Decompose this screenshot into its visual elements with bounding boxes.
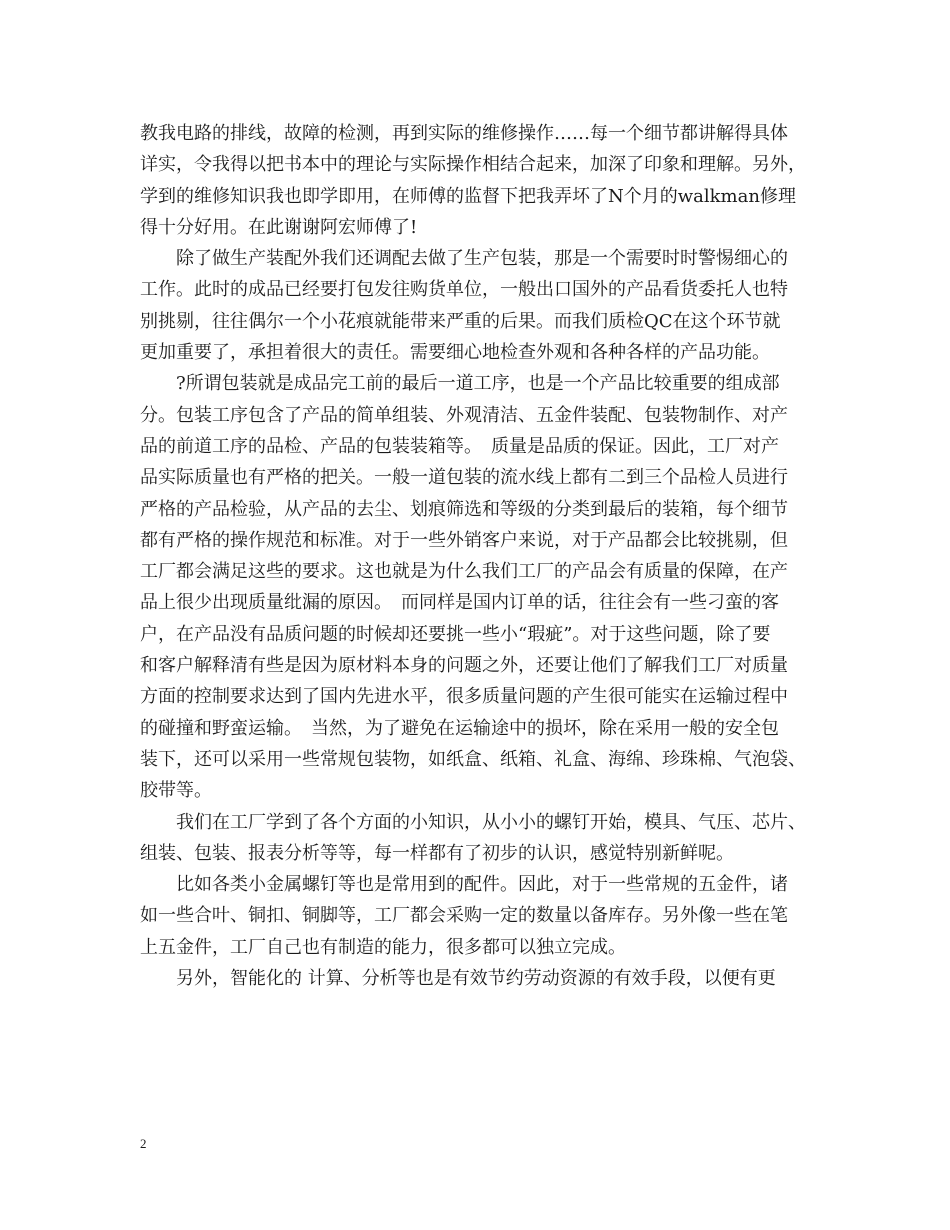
text-line: 另外，智能化的 计算、分析等也是有效节约劳动资源的有效手段，以便有更 (140, 968, 776, 990)
text-line: 方面的控制要求达到了国内先进水平，很多质量问题的产生很可能实在运输过程中 (140, 686, 788, 708)
text-line: 比如各类小金属螺钉等也是常用到的配件。因此，对于一些常规的五金件，诸 (140, 874, 788, 896)
text-line: 分。包装工序包含了产品的简单组装、外观清洁、五金件装配、包装物制作、对产 (140, 404, 788, 426)
text-line: 教我电路的排线，故障的检测，再到实际的维修操作……每一个细节都讲解得具体 (140, 123, 788, 144)
text-line: 如一些合叶、铜扣、铜脚等，工厂都会采购一定的数量以备库存。另外像一些在笔 (140, 905, 788, 927)
text-line: 品的前道工序的品检、产品的包装装箱等。 质量是品质的保证。因此，工厂对产 (140, 435, 779, 457)
text-line: 品实际质量也有严格的把关。一般一道包装的流水线上都有二到三个品检人员进行 (140, 467, 788, 489)
text-line: 工作。此时的成品已经要打包发往购货单位，一般出口国外的产品看货委托人也特 (140, 279, 788, 301)
text-line: 得十分好用。在此谢谢阿宏师傅了! (140, 216, 418, 238)
text-line: 学到的维修知识我也即学即用，在师傅的监督下把我弄坏了N个月的walkman修理 (140, 185, 796, 207)
text-line: 组装、包装、报表分析等等，每一样都有了初步的认识，感觉特别新鲜呢。 (140, 842, 734, 864)
text-line: 严格的产品检验，从产品的去尘、划痕筛选和等级的分类到最后的装箱，每个细节 (140, 498, 788, 520)
page-number: 2 (140, 1136, 147, 1151)
text-line: 除了做生产装配外我们还调配去做了生产包装，那是一个需要时时警惕细心的 (140, 248, 788, 270)
text-line: 更加重要了，承担着很大的责任。需要细心地检查外观和各种各样的产品功能。 (140, 342, 770, 364)
text-line: ?所谓包装就是成品完工前的最后一道工序，也是一个产品比较重要的组成部 (140, 373, 780, 395)
text-line: 上五金件，工厂自己也有制造的能力，很多都可以独立完成。 (140, 936, 626, 958)
text-line: 工厂都会满足这些的要求。这也就是为什么我们工厂的产品会有质量的保障，在产 (140, 561, 788, 583)
text-line: 详实，令我得以把书本中的理论与实际操作相结合起来，加深了印象和理解。另外， (140, 154, 806, 176)
text-line: 和客户解释清有些是因为原材料本身的问题之外，还要让他们了解我们工厂对质量 (140, 655, 788, 677)
text-line: 我们在工厂学到了各个方面的小知识，从小小的螺钉开始，模具、气压、芯片、 (140, 811, 806, 833)
text-line: 品上很少出现质量纰漏的原因。 而同样是国内订单的话，往往会有一些刁蛮的客 (140, 592, 779, 614)
text-line: 户，在产品没有品质问题的时候却还要挑一些小“瑕疵”。对于这些问题，除了要 (140, 623, 771, 645)
body-text (140, 118, 830, 994)
text-line: 的碰撞和野蛮运输。 当然，为了避免在运输途中的损坏，除在采用一般的安全包 (140, 717, 779, 739)
text-line: 胶带等。 (140, 780, 212, 802)
text-line: 装下，还可以采用一些常规包装物，如纸盒、纸箱、礼盒、海绵、珍珠棉、气泡袋、 (140, 748, 806, 770)
text-line: 别挑剔，往往偶尔一个小花痕就能带来严重的后果。而我们质检QC在这个环节就 (140, 310, 781, 332)
text-line: 都有严格的操作规范和标准。对于一些外销客户来说，对于产品都会比较挑剔，但 (140, 529, 788, 551)
